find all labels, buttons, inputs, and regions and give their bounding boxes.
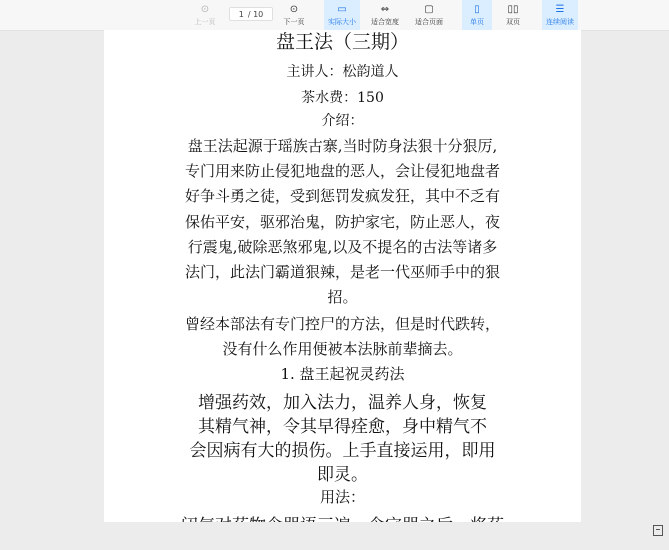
section1-line: 增强药效，加入法力，温养人身，恢复 (198, 393, 487, 413)
fit-width-icon: ⇔ (380, 3, 390, 15)
current-page: 1 (238, 9, 244, 19)
usage-heading: 用法： (319, 488, 365, 506)
fit-page-icon: ▢ (424, 3, 434, 15)
total-pages: / 10 (247, 9, 264, 19)
section1-line: 即灵。 (317, 465, 368, 485)
history-line: 曾经本部法有专门控尸的方法，但是时代跌转， (184, 315, 500, 333)
chevron-up-icon: ⊙ (200, 3, 210, 15)
intro-line: 保佑平安，驱邪治鬼，防护家宅，防止恶人，夜 (184, 213, 500, 231)
chevron-down-icon: ⊙ (289, 3, 299, 15)
single-page-icon: ▯ (474, 3, 480, 15)
lecturer-line: 主讲人：松韵道人 (286, 64, 399, 80)
single-page-button[interactable]: ▯ 单页 (462, 0, 492, 30)
prev-page-button[interactable]: ⊙ 上一页 (194, 3, 216, 26)
section1-line: 会因病有大的损伤。上手直接运用，即用 (189, 441, 496, 461)
intro-line: 盘王法起源于瑶族古寨,当时防身法狠十分狠厉, (187, 137, 498, 155)
intro-line: 法门，此法门霸道狠辣，是老一代巫师手中的狠 (184, 263, 500, 281)
document-page (104, 30, 581, 522)
intro-line: 专门用来防止侵犯地盘的恶人，会让侵犯地盘者 (184, 162, 500, 180)
intro-heading: 介绍： (321, 113, 364, 129)
double-page-icon: ▯▯ (507, 3, 519, 15)
document-title: 盘王法（三期） (275, 31, 409, 53)
document-info-icon[interactable] (653, 525, 663, 536)
continuous-read-icon: ☰ (555, 3, 565, 15)
intro-line: 好争斗勇之徒，受到惩罚发疯发狂，其中不乏有 (184, 187, 500, 205)
fee-line: 茶水费：150 (301, 90, 384, 106)
status-bar (0, 522, 669, 550)
section1-line: 其精气神，令其早得痊愈，身中精气不 (198, 417, 487, 437)
actual-size-button[interactable]: ▭ 实际大小 (324, 0, 360, 30)
actual-size-icon: ▭ (337, 3, 347, 15)
fit-width-button[interactable]: ⇔ 适合宽度 (371, 3, 399, 26)
page-number-input[interactable] (229, 7, 273, 21)
double-page-button[interactable]: ▯▯ 双页 (506, 3, 520, 26)
fit-page-button[interactable]: ▢ 适合页面 (415, 3, 443, 26)
continuous-read-button[interactable]: ☰ 连续阅读 (542, 0, 578, 30)
history-line: 没有什么作用便被本法脉前辈摘去。 (222, 340, 463, 358)
intro-line: 招。 (327, 288, 358, 306)
section1-heading: 1. 盘王起祝灵药法 (280, 365, 405, 383)
next-page-button[interactable]: ⊙ 下一页 (283, 3, 305, 26)
intro-line: 行震鬼,破除恶煞邪鬼,以及不提名的古法等诸多 (187, 238, 498, 256)
